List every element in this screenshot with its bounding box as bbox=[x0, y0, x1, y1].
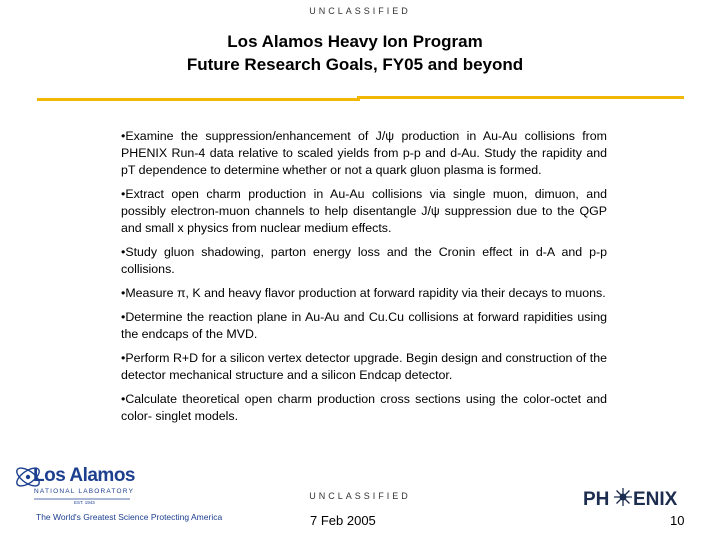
goal-list bbox=[121, 128, 607, 432]
goal-item: •Measure π, K and heavy flavor production at forward rapidity via their decays to muons. bbox=[121, 286, 606, 300]
lanl-lab-name: NATIONAL LABORATORY bbox=[34, 488, 135, 495]
phenix-text-left: PH bbox=[583, 489, 610, 509]
goal-item: •Perform R+D for a silicon vertex detector upgrade. Begin design and construction of the detector mechanical structure and a silicon Endcap detector. bbox=[121, 351, 607, 382]
phenix-star-icon bbox=[614, 488, 632, 506]
goal-item: •Determine the reaction plane in Au-Au and Cu.Cu collisions at forward rapidities using the endcaps of the MVD. bbox=[121, 310, 607, 341]
page-title-line-1: Los Alamos Heavy Ion Program bbox=[227, 32, 483, 51]
classification-top: UNCLASSIFIED bbox=[309, 6, 411, 16]
goal-item: •Calculate theoretical open charm production cross sections using the color-octet and color- singlet models. bbox=[121, 392, 607, 423]
page-title-line-2: Future Research Goals, FY05 and beyond bbox=[186, 55, 524, 74]
phenix-logo-icon bbox=[583, 485, 688, 509]
lanl-tagline: The World's Greatest Science Protecting America bbox=[36, 512, 223, 522]
footer-date: 7 Feb 2005 bbox=[310, 513, 376, 528]
page-number: 10 bbox=[670, 513, 685, 528]
classification-bottom: UNCLASSIFIED bbox=[309, 491, 411, 501]
goal-item: •Extract open charm production in Au-Au collisions via single muon, dimuon, and possibly electron-muon channels to help disentangle J/ψ suppression due to the QGP and small x physics from nuclear medium effects. bbox=[121, 187, 607, 235]
goal-item: •Study gluon shadowing, parton energy loss and the Cronin effect in d-A and p-p collisions. bbox=[121, 245, 607, 276]
lanl-name: Los Alamos bbox=[33, 465, 135, 486]
phenix-text-right: ENIX bbox=[633, 489, 678, 509]
title-rule-left bbox=[37, 98, 360, 101]
title-rule-right bbox=[357, 96, 684, 99]
lanl-established: EST. 1943 bbox=[74, 500, 95, 505]
goal-item: •Examine the suppression/enhancement of J/ψ production in Au-Au collisions from PHENIX Run-4 data relative to scaled yields from p-p and d-Au. Study the rapidity and pT dependence to determine whether or not a quark gluon plasma is formed. bbox=[121, 129, 607, 177]
